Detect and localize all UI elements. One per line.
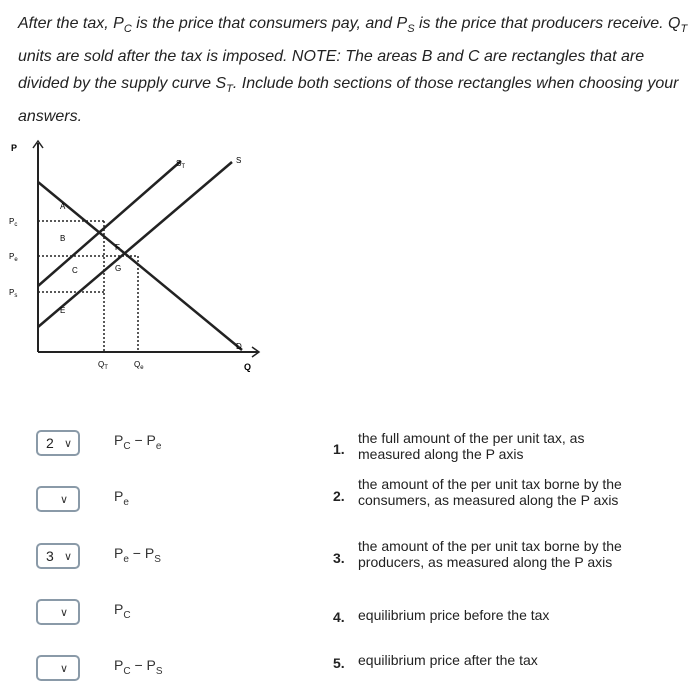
pc-label: $P_c$ [9, 217, 18, 228]
answer-select-value: 3 [46, 548, 54, 564]
pe-label: $P_e$ [9, 252, 18, 263]
option-number: 1. [333, 441, 345, 457]
answer-select-3[interactable] [36, 543, 80, 569]
term-pc: $P_C$ [114, 601, 131, 621]
chevron-down-icon: ∨ [60, 606, 69, 619]
option-text: the full amount of the per unit tax, as measured along the P axis [358, 430, 585, 462]
term-pe: $P_e$ [114, 488, 129, 508]
d-label: D [236, 342, 242, 351]
question-text: After the tax, $P_C$ is the price that consumers pay, and $P_S$ is the price that producers receive. $Q_T$ units are sold after the tax is imposed. NOTE: The areas B and C are rectangles that are divided by the supply curve $S_T$. Include both sections of those rectangles when choosing your answers. [18, 15, 688, 126]
area-a-label: A [60, 202, 66, 211]
answer-select-2[interactable] [36, 486, 80, 512]
area-c-label: C [72, 266, 78, 275]
option-number: 5. [333, 655, 345, 671]
term-pc-minus-ps: $P_C - P_S$ [114, 657, 163, 677]
p-axis-label: P [11, 143, 18, 153]
demand-curve [38, 182, 242, 350]
option-number: 2. [333, 488, 345, 504]
chevron-down-icon: ∨ [64, 437, 73, 450]
option-text: the amount of the per unit tax borne by the consumers, as measured along the P axis [358, 476, 622, 508]
qt-label: $Q_T$ [98, 360, 108, 371]
chevron-down-icon: ∨ [60, 493, 69, 506]
chevron-down-icon: ∨ [60, 662, 69, 675]
answer-select-4[interactable] [36, 599, 80, 625]
chevron-down-icon: ∨ [64, 550, 73, 563]
q-axis-label: Q [244, 362, 252, 372]
st-label: $S_T$ [176, 159, 186, 170]
term-pe-minus-ps: $P_e - P_S$ [114, 545, 161, 565]
s-label: S [236, 156, 242, 165]
area-b-label: B [60, 234, 66, 243]
area-f-label: F [115, 243, 120, 252]
term-pc-minus-pe: $P_C - P_e$ [114, 432, 162, 452]
option-text: the amount of the per unit tax borne by the producers, as measured along the P axis [358, 538, 622, 570]
area-g-label: G [115, 264, 122, 273]
qe-label: $Q_e$ [134, 360, 144, 371]
option-number: 4. [333, 609, 345, 625]
option-number: 3. [333, 550, 345, 566]
tax-graph [0, 135, 280, 380]
answer-select-1[interactable] [36, 430, 80, 456]
answer-select-value: 2 [46, 435, 54, 451]
option-text: equilibrium price before the tax [358, 607, 550, 623]
option-text: equilibrium price after the tax [358, 652, 538, 668]
answer-select-5[interactable] [36, 655, 80, 681]
area-e-label: E [60, 306, 66, 315]
ps-label: $P_s$ [9, 288, 18, 299]
supply-curve [38, 162, 232, 327]
